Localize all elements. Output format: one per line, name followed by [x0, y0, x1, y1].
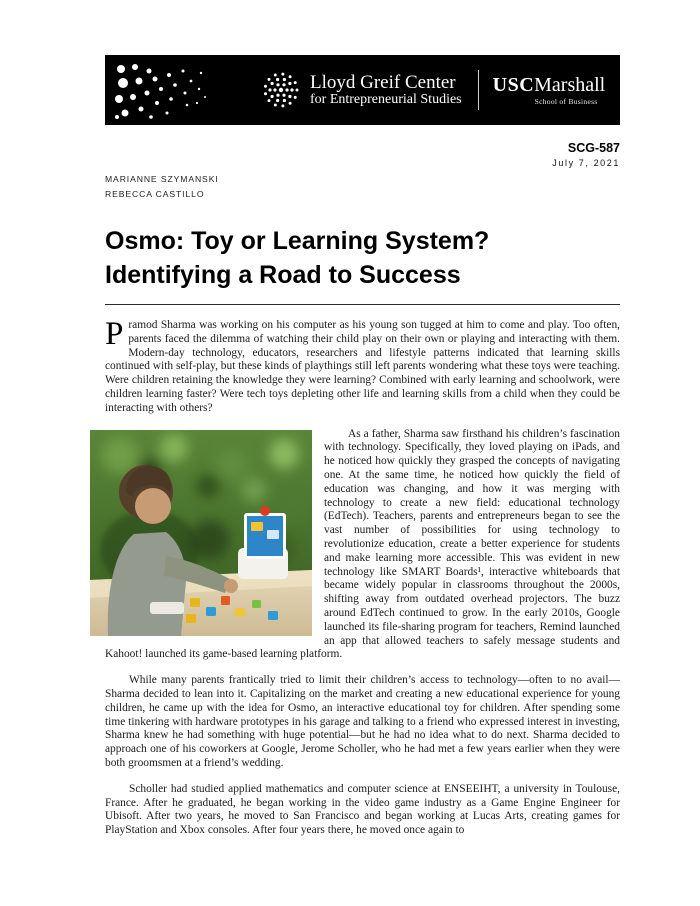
header-banner [105, 55, 620, 125]
usc-school-name: Marshall [534, 73, 606, 96]
author-name: REBECCA CASTILLO [105, 189, 205, 199]
author-name: MARIANNE SZYMANSKI [105, 174, 219, 184]
page-title-line1: Osmo: Toy or Learning System? [105, 227, 490, 255]
doc-meta [105, 141, 620, 168]
paragraph-scholler-text: Scholler had studied applied mathematics and computer science at ENSEEIHT, a university in Toulouse, France. After he graduated, he began working in the video game industry as a Game Engine Engineer for Ubisoft. After two years, he moved to San Francisco and began working at Lucas Arts, creating games for PlayStation and Xbox consoles. After four years there, he moved once again to [105, 782, 620, 837]
article-body [105, 316, 620, 838]
paragraph-osmo-idea [105, 674, 620, 771]
doc-number: SCG-587 [567, 141, 620, 155]
paragraph-intro-text: ramod Sharma was working on his computer as his young son tugged at him to come and play. Too often, parents faced the dilemma of watching their child play on their own or playing and interacting with them. Modern-day technology, educators, researchers and lifestyle patterns indicated that learning skills continued with self-play, but these kinds of playthings still left parents wondering what these toys were teaching. Were children retaining the knowledge they were learning? Combined with early learning and schoolwork, were children learning faster? Were tech toys depleting other life and learning skills from a child when they could be interacting with others? [105, 319, 620, 414]
greif-name-line2: for Entrepreneurial Studies [310, 91, 462, 107]
doc-date: July 7, 2021 [552, 158, 620, 168]
usc-abbr: USC [492, 73, 535, 96]
usc-marshall-name [493, 75, 606, 95]
dots-pattern-icon [111, 59, 215, 121]
authors-block [105, 174, 620, 199]
greif-logo-icon [261, 70, 301, 110]
paragraph-intro [105, 316, 620, 416]
child-playing-osmo-photo [90, 430, 312, 636]
title-rule [105, 304, 620, 305]
paragraph-photo-text: As a father, Sharma saw firsthand his children’s fascination with technology. Specifically, they loved playing on iPads, and he noticed how quickly they grasped the concepts of navigating one. At the same time, he noticed how quickly the field of education was changing, and how it was merging with technology to create a new field: educational technology (EdTech). Teachers, parents and entrepreneurs began to see the vast number of possibilities for using technology to revolutionize education, create a better experience for students and make learning more accessible. This was evident in new technology like SMART Boards¹, interactive whiteboards that became widely popular in classrooms throughout the 2000s, shifting away from outdated overhead projectors. The buzz around EdTech continued to grow. In the early 2010s, Google launched its file-sharing program for teachers, Remind launched an app that allowed teachers to safely message students and Kahoot! launched its game-based learning platform. [105, 427, 620, 661]
usc-school-sub: School of Business [534, 96, 598, 106]
paragraph-osmo-idea-text: While many parents frantically tried to limit their children’s access to technology—often to no avail—Sharma decided to lean into it. Capitalizing on the market and creating a new educational experience for young children, he came up with the idea for Osmo, an interactive educational toy for children. After spending some time tinkering with hardware prototypes in his garage and talking to a friend who expressed interest in investing, Sharma knew he had something with huge potential—but he had no idea what to do next. Sharma decided to approach one of his coworkers at Google, Jerome Scholler, who he had met a few years earlier when they were both groomsmen at a friend’s wedding. [105, 674, 620, 769]
page-title-line2: Identifying a Road to Success [105, 260, 461, 289]
drop-cap: P [105, 316, 124, 352]
banner-divider [478, 70, 479, 110]
paragraph-scholler [105, 783, 620, 838]
greif-name-line1: Lloyd Greif Center [310, 71, 456, 93]
greif-center-logo [261, 70, 462, 110]
greif-center-name [310, 73, 462, 108]
page-title [105, 225, 620, 292]
article-photo [90, 430, 312, 636]
paragraph-with-photo [105, 428, 620, 663]
usc-marshall-logo [493, 75, 606, 106]
